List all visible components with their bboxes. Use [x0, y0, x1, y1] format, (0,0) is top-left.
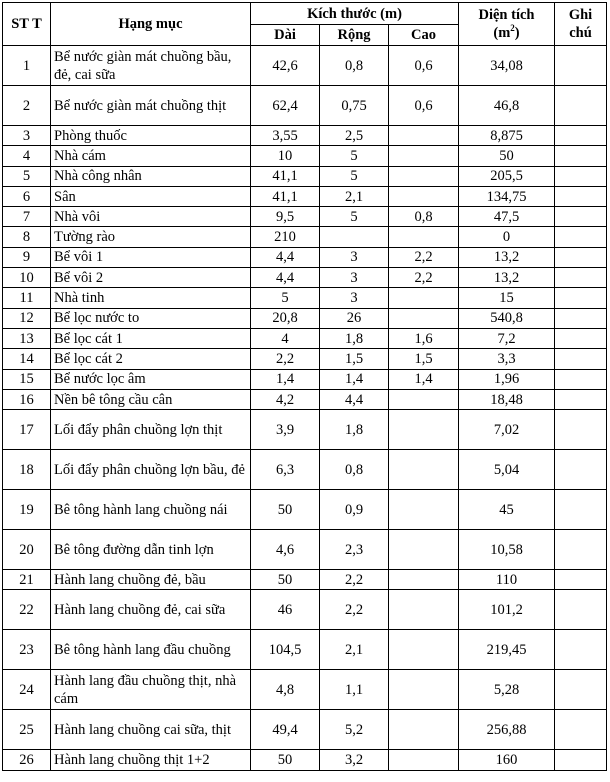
header-dien-tich-label: Diện tích	[478, 7, 535, 23]
header-stt: ST T	[3, 3, 51, 46]
cell-cao: 2,2	[389, 268, 459, 288]
cell-stt: 17	[3, 410, 51, 450]
cell-rong: 5	[320, 146, 389, 166]
cell-stt: 1	[3, 46, 51, 86]
cell-dien-tich: 45	[459, 490, 555, 530]
cell-cao	[389, 750, 459, 770]
cell-hang-muc: Bê tông hành lang đầu chuồng	[51, 630, 251, 670]
cell-rong: 5,2	[320, 710, 389, 750]
cell-ghi-chu	[555, 126, 607, 146]
cell-ghi-chu	[555, 207, 607, 227]
cell-stt: 23	[3, 630, 51, 670]
header-hang-muc: Hạng mục	[51, 3, 251, 46]
cell-rong: 2,2	[320, 570, 389, 590]
cell-dai: 62,4	[251, 86, 320, 126]
cell-stt: 12	[3, 308, 51, 328]
header-dien-tich-unit-base: (m	[493, 25, 511, 41]
table-row	[3, 86, 607, 126]
cell-cao: 0,8	[389, 207, 459, 227]
cell-dien-tich: 47,5	[459, 207, 555, 227]
cell-dien-tich: 0	[459, 227, 555, 247]
cell-dien-tich: 160	[459, 750, 555, 770]
cell-dai: 4,8	[251, 670, 320, 710]
cell-ghi-chu	[555, 710, 607, 750]
cell-rong: 1,8	[320, 328, 389, 348]
cell-hang-muc: Hành lang chuồng đẻ, bầu	[51, 570, 251, 590]
cell-cao	[389, 570, 459, 590]
cell-dien-tich: 15	[459, 288, 555, 308]
cell-dai: 4	[251, 328, 320, 348]
cell-ghi-chu	[555, 328, 607, 348]
cell-dai: 2,2	[251, 349, 320, 369]
cell-cao	[389, 590, 459, 630]
cell-ghi-chu	[555, 369, 607, 389]
cell-ghi-chu	[555, 349, 607, 369]
cell-dai: 4,4	[251, 268, 320, 288]
cell-ghi-chu	[555, 288, 607, 308]
cell-dai: 9,5	[251, 207, 320, 227]
cell-hang-muc: Hành lang đầu chuồng thịt, nhà cám	[51, 670, 251, 710]
cell-hang-muc: Phòng thuốc	[51, 126, 251, 146]
cell-stt: 5	[3, 166, 51, 186]
cell-stt: 24	[3, 670, 51, 710]
cell-ghi-chu	[555, 590, 607, 630]
cell-stt: 10	[3, 268, 51, 288]
cell-stt: 19	[3, 490, 51, 530]
cell-rong: 1,8	[320, 410, 389, 450]
cell-rong: 3,2	[320, 750, 389, 770]
cell-dien-tich: 110	[459, 570, 555, 590]
construction-items-table	[2, 2, 607, 771]
cell-hang-muc: Tường rào	[51, 227, 251, 247]
header-cao: Cao	[389, 25, 459, 46]
cell-rong: 0,9	[320, 490, 389, 530]
cell-rong: 3	[320, 247, 389, 267]
cell-dien-tich: 7,02	[459, 410, 555, 450]
cell-dien-tich: 18,48	[459, 389, 555, 409]
cell-hang-muc: Bể vôi 2	[51, 268, 251, 288]
header-dien-tich-unit-close: )	[514, 25, 520, 41]
table-row	[3, 490, 607, 530]
cell-cao: 0,6	[389, 46, 459, 86]
table-row	[3, 186, 607, 206]
cell-ghi-chu	[555, 570, 607, 590]
cell-cao	[389, 450, 459, 490]
cell-dien-tich: 34,08	[459, 46, 555, 86]
cell-ghi-chu	[555, 86, 607, 126]
cell-stt: 14	[3, 349, 51, 369]
cell-hang-muc: Bể lọc cát 2	[51, 349, 251, 369]
table-row	[3, 288, 607, 308]
table-row	[3, 410, 607, 450]
table-row	[3, 349, 607, 369]
cell-ghi-chu	[555, 146, 607, 166]
cell-stt: 3	[3, 126, 51, 146]
cell-dien-tich: 540,8	[459, 308, 555, 328]
cell-cao: 1,6	[389, 328, 459, 348]
table-row	[3, 670, 607, 710]
header-dien-tich	[459, 3, 555, 46]
cell-cao	[389, 410, 459, 450]
cell-dai: 41,1	[251, 166, 320, 186]
cell-rong: 0,8	[320, 46, 389, 86]
cell-cao	[389, 146, 459, 166]
cell-hang-muc: Nền bê tông cầu cân	[51, 389, 251, 409]
cell-rong: 1,4	[320, 369, 389, 389]
cell-rong: 5	[320, 207, 389, 227]
cell-dai: 46	[251, 590, 320, 630]
cell-stt: 26	[3, 750, 51, 770]
cell-dien-tich: 5,28	[459, 670, 555, 710]
cell-hang-muc: Lối đẩy phân chuồng lợn bầu, đẻ	[51, 450, 251, 490]
cell-rong: 2,1	[320, 186, 389, 206]
cell-hang-muc: Bể vôi 1	[51, 247, 251, 267]
cell-ghi-chu	[555, 227, 607, 247]
cell-dai: 50	[251, 570, 320, 590]
cell-stt: 7	[3, 207, 51, 227]
cell-dai: 50	[251, 750, 320, 770]
cell-rong: 2,1	[320, 630, 389, 670]
cell-ghi-chu	[555, 247, 607, 267]
table-row	[3, 750, 607, 770]
cell-ghi-chu	[555, 166, 607, 186]
cell-dai: 3,9	[251, 410, 320, 450]
header-dai: Dài	[251, 25, 320, 46]
cell-cao	[389, 630, 459, 670]
cell-dai: 42,6	[251, 46, 320, 86]
cell-stt: 22	[3, 590, 51, 630]
cell-dai: 1,4	[251, 369, 320, 389]
cell-ghi-chu	[555, 450, 607, 490]
table-body	[3, 46, 607, 771]
cell-stt: 20	[3, 530, 51, 570]
cell-ghi-chu	[555, 308, 607, 328]
cell-hang-muc: Hành lang chuồng thịt 1+2	[51, 750, 251, 770]
cell-dien-tich: 10,58	[459, 530, 555, 570]
cell-stt: 25	[3, 710, 51, 750]
cell-stt: 16	[3, 389, 51, 409]
cell-hang-muc: Bể lọc nước to	[51, 308, 251, 328]
cell-ghi-chu	[555, 630, 607, 670]
cell-stt: 13	[3, 328, 51, 348]
table-row	[3, 166, 607, 186]
table-row	[3, 570, 607, 590]
header-rong: Rộng	[320, 25, 389, 46]
cell-cao: 2,2	[389, 247, 459, 267]
table-row	[3, 207, 607, 227]
cell-stt: 9	[3, 247, 51, 267]
cell-dai: 20,8	[251, 308, 320, 328]
cell-dien-tich: 13,2	[459, 268, 555, 288]
cell-dien-tich: 5,04	[459, 450, 555, 490]
header-dien-tich-unit-exp: 2	[510, 23, 515, 34]
cell-cao	[389, 490, 459, 530]
cell-ghi-chu	[555, 530, 607, 570]
cell-rong: 4,4	[320, 389, 389, 409]
cell-ghi-chu	[555, 46, 607, 86]
cell-dai: 210	[251, 227, 320, 247]
cell-dien-tich: 13,2	[459, 247, 555, 267]
cell-dien-tich: 7,2	[459, 328, 555, 348]
cell-dien-tich: 101,2	[459, 590, 555, 630]
cell-dai: 50	[251, 490, 320, 530]
table-row	[3, 450, 607, 490]
cell-hang-muc: Bê tông đường dẫn tinh lợn	[51, 530, 251, 570]
cell-cao	[389, 227, 459, 247]
table-row	[3, 46, 607, 86]
cell-ghi-chu	[555, 670, 607, 710]
cell-hang-muc: Nhà vôi	[51, 207, 251, 227]
cell-hang-muc: Nhà tinh	[51, 288, 251, 308]
cell-dien-tich: 8,875	[459, 126, 555, 146]
cell-cao: 0,6	[389, 86, 459, 126]
cell-rong: 3	[320, 268, 389, 288]
table-row	[3, 630, 607, 670]
cell-hang-muc: Hành lang chuồng đẻ, cai sữa	[51, 590, 251, 630]
table-row	[3, 227, 607, 247]
cell-cao	[389, 670, 459, 710]
cell-dien-tich: 205,5	[459, 166, 555, 186]
cell-cao	[389, 288, 459, 308]
header-kich-thuoc: Kích thước (m)	[251, 3, 459, 25]
cell-rong	[320, 227, 389, 247]
cell-cao	[389, 530, 459, 570]
cell-rong: 2,3	[320, 530, 389, 570]
cell-dien-tich: 219,45	[459, 630, 555, 670]
cell-cao	[389, 389, 459, 409]
table-row	[3, 389, 607, 409]
cell-rong: 0,75	[320, 86, 389, 126]
cell-cao	[389, 126, 459, 146]
cell-hang-muc: Bể nước giàn mát chuồng thịt	[51, 86, 251, 126]
cell-rong: 1,1	[320, 670, 389, 710]
cell-cao	[389, 166, 459, 186]
cell-dai: 4,6	[251, 530, 320, 570]
table-header	[3, 3, 607, 46]
cell-ghi-chu	[555, 186, 607, 206]
cell-ghi-chu	[555, 268, 607, 288]
cell-rong: 5	[320, 166, 389, 186]
cell-rong: 1,5	[320, 349, 389, 369]
cell-hang-muc: Bể nước lọc âm	[51, 369, 251, 389]
cell-dai: 104,5	[251, 630, 320, 670]
cell-hang-muc: Bể lọc cát 1	[51, 328, 251, 348]
cell-stt: 15	[3, 369, 51, 389]
cell-dien-tich: 256,88	[459, 710, 555, 750]
cell-cao: 1,5	[389, 349, 459, 369]
cell-ghi-chu	[555, 490, 607, 530]
cell-hang-muc: Bê tông hành lang chuồng nái	[51, 490, 251, 530]
cell-ghi-chu	[555, 389, 607, 409]
cell-stt: 18	[3, 450, 51, 490]
cell-stt: 11	[3, 288, 51, 308]
table-row	[3, 369, 607, 389]
table-row	[3, 590, 607, 630]
cell-dien-tich: 1,96	[459, 369, 555, 389]
cell-stt: 4	[3, 146, 51, 166]
cell-hang-muc: Lối đẩy phân chuồng lợn thịt	[51, 410, 251, 450]
cell-rong: 3	[320, 288, 389, 308]
cell-dai: 5	[251, 288, 320, 308]
cell-rong: 2,5	[320, 126, 389, 146]
cell-hang-muc: Bể nước giàn mát chuồng bầu, đẻ, cai sữa	[51, 46, 251, 86]
cell-dai: 4,2	[251, 389, 320, 409]
cell-hang-muc: Sân	[51, 186, 251, 206]
cell-dien-tich: 50	[459, 146, 555, 166]
cell-dien-tich: 46,8	[459, 86, 555, 126]
cell-cao: 1,4	[389, 369, 459, 389]
cell-dai: 3,55	[251, 126, 320, 146]
cell-hang-muc: Hành lang chuồng cai sữa, thịt	[51, 710, 251, 750]
cell-dai: 10	[251, 146, 320, 166]
cell-stt: 8	[3, 227, 51, 247]
cell-dai: 49,4	[251, 710, 320, 750]
cell-cao	[389, 710, 459, 750]
cell-rong: 2,2	[320, 590, 389, 630]
cell-dien-tich: 134,75	[459, 186, 555, 206]
cell-stt: 21	[3, 570, 51, 590]
cell-stt: 6	[3, 186, 51, 206]
cell-stt: 2	[3, 86, 51, 126]
cell-dien-tich: 3,3	[459, 349, 555, 369]
cell-hang-muc: Nhà cám	[51, 146, 251, 166]
cell-rong: 26	[320, 308, 389, 328]
cell-cao	[389, 186, 459, 206]
cell-rong: 0,8	[320, 450, 389, 490]
table-row	[3, 530, 607, 570]
header-ghi-chu: Ghi chú	[555, 3, 607, 46]
table-row	[3, 268, 607, 288]
table-row	[3, 328, 607, 348]
cell-dai: 6,3	[251, 450, 320, 490]
table-row	[3, 247, 607, 267]
cell-hang-muc: Nhà công nhân	[51, 166, 251, 186]
table-row	[3, 146, 607, 166]
table-row	[3, 710, 607, 750]
cell-dai: 4,4	[251, 247, 320, 267]
cell-cao	[389, 308, 459, 328]
table-row	[3, 126, 607, 146]
table-row	[3, 308, 607, 328]
cell-ghi-chu	[555, 750, 607, 770]
cell-dai: 41,1	[251, 186, 320, 206]
cell-ghi-chu	[555, 410, 607, 450]
